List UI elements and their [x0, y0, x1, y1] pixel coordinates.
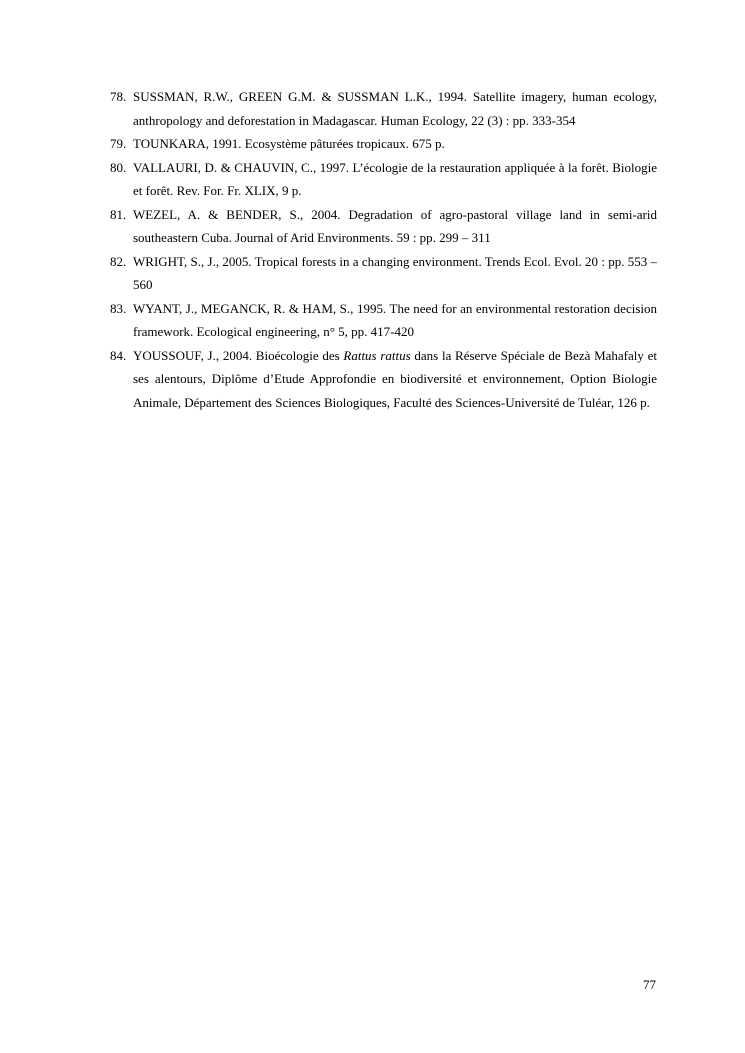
reference-text: VALLAURI, D. & CHAUVIN, C., 1997. L’écologie de la restauration appliquée à la forêt. Biologie et forêt. Rev. For. Fr. XLIX, 9 p.	[133, 159, 657, 198]
reference-text-before: YOUSSOUF, J., 2004. Bioécologie des	[133, 347, 344, 363]
reference-text: WYANT, J., MEGANCK, R. & HAM, S., 1995. The need for an environmental restoration decision framework. Ecological engineering, n° 5, pp. 417-420	[133, 300, 657, 339]
reference-number: 80.	[110, 159, 127, 175]
reference-number: 82.	[110, 253, 127, 269]
reference-text-after: dans la Réserve Spéciale de Bezà Mahafaly et ses alentours, Diplôme d’Etude Approfondie en biodiversité et environnement, Option Biologie Animale, Département des Sciences Biologiques, Faculté des Sciences-Université de Tuléar, 126 p.	[133, 347, 657, 410]
reference-text	[133, 344, 657, 415]
species-name-italic: Rattus rattus	[343, 347, 411, 363]
reference-item-80	[110, 156, 657, 203]
reference-number: 81.	[110, 206, 127, 222]
reference-text: SUSSMAN, R.W., GREEN G.M. & SUSSMAN L.K., 1994. Satellite imagery, human ecology, anthropology and deforestation in Madagascar. Human Ecology, 22 (3) : pp. 333-354	[133, 89, 657, 128]
reference-number: 79.	[110, 136, 127, 151]
reference-item-83	[110, 297, 657, 344]
reference-item-82	[110, 250, 657, 297]
reference-number: 83.	[110, 300, 127, 316]
reference-item-78	[110, 85, 657, 132]
reference-item-79	[110, 132, 657, 156]
reference-text: WEZEL, A. & BENDER, S., 2004. Degradation of agro-pastoral village land in semi-arid southeastern Cuba. Journal of Arid Environments. 59 : pp. 299 – 311	[133, 206, 657, 245]
reference-number: 78.	[110, 89, 127, 104]
reference-text: TOUNKARA, 1991. Ecosystème pâturées tropicaux. 675 p.	[133, 136, 445, 151]
reference-text: WRIGHT, S., J., 2005. Tropical forests in a changing environment. Trends Ecol. Evol. 20 : pp. 553 – 560	[133, 253, 657, 292]
page-number: 77	[643, 977, 656, 992]
reference-number: 84.	[110, 347, 127, 363]
reference-list	[110, 85, 657, 414]
reference-item-84	[110, 344, 657, 415]
reference-item-81	[110, 203, 657, 250]
